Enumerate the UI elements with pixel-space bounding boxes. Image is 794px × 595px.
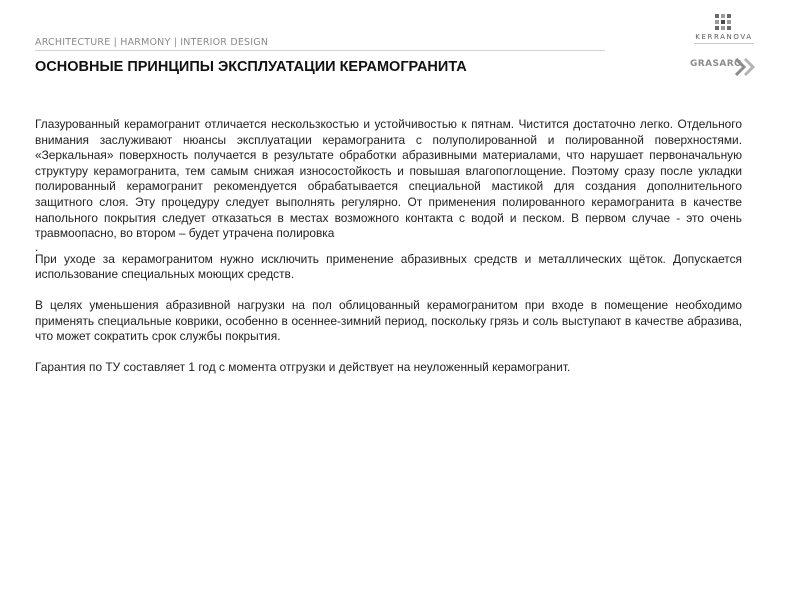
kerranova-mark-icon [715,14,731,30]
paragraph-spacer [35,345,742,360]
grasaro-chevron-icon [734,57,758,77]
grasaro-logo [690,57,760,77]
paragraph-dot: . [35,239,39,254]
header-tagline: ARCHITECTURE | HARMONY | INTERIOR DESIGN [35,37,269,48]
paragraph-mats: В целях уменьшения абразивной нагрузки на пол облицованный керамогранитом при входе в помещение необходимо применять специальные коврики, особенно в осеннее-зимний период, поскольку грязь и соль выступают в качестве абразива, что может сократить срок службы покрытия. [35,297,742,344]
header-divider [35,50,605,51]
kerranova-logo [688,14,760,48]
paragraph-spacer [35,283,742,298]
body-text [35,117,742,375]
paragraph-cleaning-polished: Глазурованный керамогранит отличается нескользкостью и устойчивостью к пятнам. Чистится достаточно легко. Отдельного внимания заслуживают нюансы эксплуатации керамогранита с полуполированной и полированной поверхностями. «Зеркальная» поверхность получается в результате обработки абразивными материалами, что нарушает первоначальную структуру керамогранита, тем самым снижая износостойкость и повышая влагопоглощение. Поэтому сразу после укладки полированный керамогранит рекомендуется обрабатывается специальной мастикой для создания дополнительного защитного слоя. Эту процедуру следует выполнять регулярно. От применения полированного керамогранита в качестве напольного покрытия следует отказаться в местах возможного контакта с водой и песком. В первом случае - это очень травмоопасно, во втором – будет утрачена полировка [35,117,742,241]
page-title: ОСНОВНЫЕ ПРИНЦИПЫ ЭКСПЛУАТАЦИИ КЕРАМОГРАНИТА [35,59,467,75]
grasaro-wordmark: GRASARO [690,59,743,69]
kerranova-wordmark: KERRANOVA [695,33,753,41]
paragraph-abrasives: При уходе за керамогранитом нужно исключить применение абразивных средств и металлических щёток. Допускается использование специальных моющих средств. [35,251,742,282]
kerranova-underline [694,43,754,44]
paragraph-warranty: Гарантия по ТУ составляет 1 год с момента отгрузки и действует на неуложенный керамогранит. [35,359,571,374]
